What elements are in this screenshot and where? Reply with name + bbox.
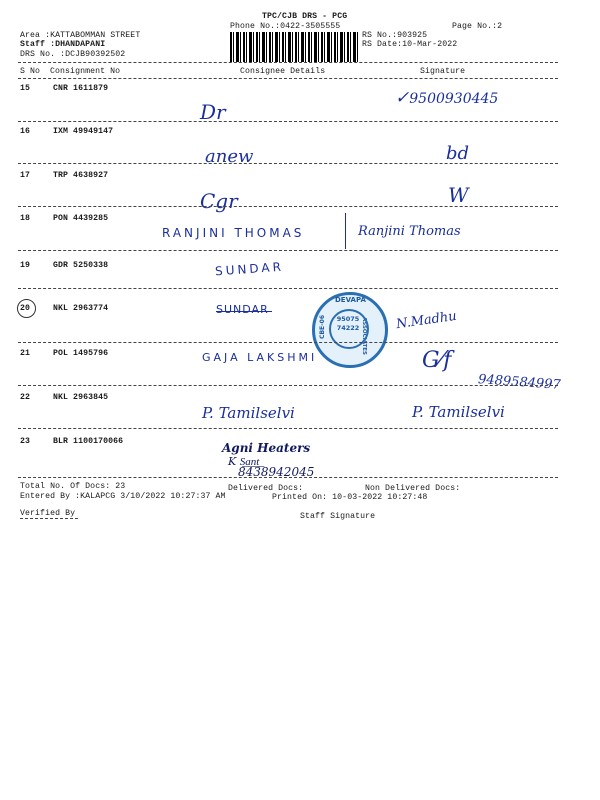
- drs-label: DRS No. :: [20, 50, 66, 59]
- drs-title: TPC/CJB DRS - PCG: [262, 12, 348, 21]
- row-consignment: IXM 49949147: [53, 127, 114, 136]
- verified-underline: [20, 518, 78, 519]
- row-sno: 17: [20, 171, 31, 180]
- row-consignee-handwriting: Cgr: [200, 189, 238, 213]
- column-divider: [18, 78, 558, 79]
- row-consignment: NKL 2963845: [53, 393, 109, 402]
- row-divider: [18, 342, 558, 343]
- column-consignee: Consignee Details: [240, 67, 326, 76]
- rs-number: RS No.:903925: [362, 31, 428, 40]
- row-consignment: NKL 2963774: [53, 304, 109, 313]
- staff-label: Staff :: [20, 40, 56, 49]
- drs-value: DCJB90392502: [65, 50, 126, 59]
- row-sno: 20: [20, 304, 31, 313]
- row-divider: [18, 206, 558, 207]
- row-divider: [18, 250, 558, 251]
- row-consignment: POL 1495796: [53, 349, 109, 358]
- staff-line: [20, 40, 105, 49]
- signature-separator: [345, 213, 346, 249]
- row-signature-mark: G⁄f: [422, 348, 452, 373]
- row-consignment: BLR 1100170066: [53, 437, 124, 446]
- row-consignee-handwriting: Agni Heaters: [222, 441, 311, 455]
- drs-barcode: [230, 32, 358, 62]
- strike-through-line: [216, 311, 272, 312]
- row-divider: [18, 163, 558, 164]
- area-value: KATTABOMMAN STREET: [50, 31, 141, 40]
- staff-value: DHANDAPANI: [55, 40, 106, 49]
- stamp-top-text: DEVAPA: [335, 296, 366, 304]
- row-consignee-handwriting: anew: [205, 146, 254, 167]
- total-docs: Total No. Of Docs: 23: [20, 482, 126, 491]
- row-consignment: TRP 4638927: [53, 171, 109, 180]
- stamp-left-text: CBE-06: [319, 315, 326, 339]
- row-divider: [18, 288, 558, 289]
- company-stamp: [312, 292, 388, 368]
- row-consignee-handwriting: RANJINI THOMAS: [162, 226, 305, 240]
- row-consignment: PON 4439285: [53, 214, 109, 223]
- row-signature-handwriting: 8438942045: [238, 465, 315, 479]
- area-line: [20, 31, 140, 40]
- delivered-docs: Delivered Docs:: [228, 484, 304, 493]
- phone-number: 0422-3505555: [280, 22, 341, 31]
- row-signature-handwriting: Ranjini Thomas: [358, 224, 461, 239]
- row-sno: 15: [20, 84, 31, 93]
- row-sno: 19: [20, 261, 31, 270]
- entered-by: Entered By :KALAPCG 3/10/2022 10:27:37 AM: [20, 492, 226, 501]
- printed-on: Printed On: 10-03-2022 10:27:48: [272, 493, 428, 502]
- row-sno: 21: [20, 349, 31, 358]
- non-delivered-docs: Non Delivered Docs:: [365, 484, 461, 493]
- page-number: Page No.:2: [452, 22, 503, 31]
- row-sno: 18: [20, 214, 31, 223]
- drs-line: [20, 50, 125, 59]
- column-signature: Signature: [420, 67, 466, 76]
- row-consignee-handwriting: P. Tamilselvi: [202, 404, 295, 422]
- row-signature-handwriting: bd: [446, 143, 470, 164]
- header-divider: [18, 62, 558, 63]
- column-consignment: Consignment No: [50, 67, 121, 76]
- row-sno: 23: [20, 437, 31, 446]
- row-signature-handwriting: 9489584997: [477, 372, 562, 393]
- row-sno: 22: [20, 393, 31, 402]
- row-sno: 16: [20, 127, 31, 136]
- row-consignee-handwriting: SUNDAR: [216, 303, 269, 316]
- row-consignment: GDR 5250338: [53, 261, 109, 270]
- row-consignee-handwriting: Dr: [200, 100, 226, 124]
- verified-by: Verified By: [20, 509, 76, 518]
- row-signature-handwriting: ✓9500930445: [395, 88, 499, 108]
- row-divider: [18, 477, 558, 478]
- row-divider: [18, 121, 558, 122]
- row-divider: [18, 428, 558, 429]
- row-consignee-handwriting: SUNDAR: [214, 259, 285, 279]
- row-signature-handwriting: W: [448, 183, 469, 207]
- phone-line: [230, 22, 340, 31]
- stamp-center-text: 95075 74222: [336, 315, 360, 332]
- row-consignee-mark: K S͟a͟n͟t͟: [228, 455, 260, 468]
- stamp-right-text: ASSOCIATES: [361, 317, 367, 355]
- row-consignment: CNR 1611879: [53, 84, 109, 93]
- row-signature-handwriting: N.Madhu: [395, 308, 458, 333]
- row-divider: [18, 385, 558, 386]
- phone-label: Phone No.:: [230, 22, 281, 31]
- rs-date: RS Date:10-Mar-2022: [362, 40, 458, 49]
- row-signature-handwriting: P. Tamilselvi: [412, 403, 505, 421]
- row-signature-number: 9500930445: [409, 91, 499, 107]
- row-consignee-handwriting: GAJA LAKSHMI: [202, 351, 318, 364]
- column-sno: S No: [20, 67, 41, 76]
- staff-signature-label: Staff Signature: [300, 512, 376, 521]
- area-label: Area :: [20, 31, 51, 40]
